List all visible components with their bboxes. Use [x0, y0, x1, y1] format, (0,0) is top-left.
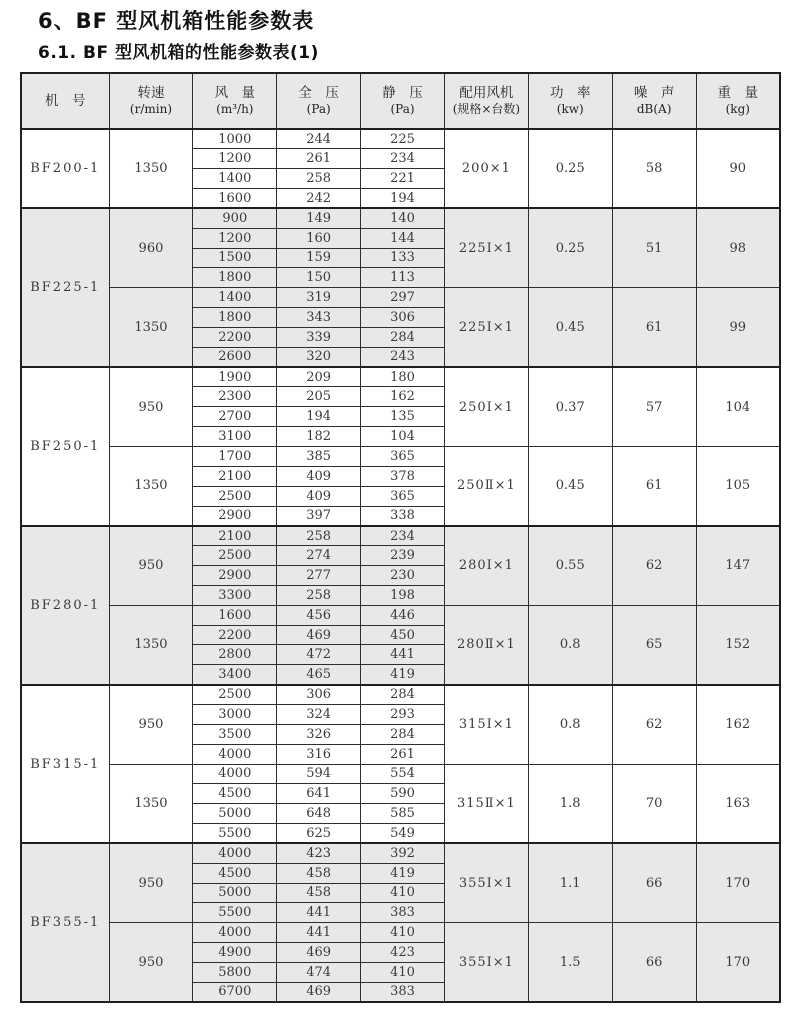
flow-cell: 2600 — [193, 347, 277, 367]
fan-spec-cell: 225Ⅰ×1 — [444, 208, 528, 287]
table-row — [21, 447, 780, 467]
static-pressure-cell: 446 — [361, 605, 445, 625]
total-pressure-cell: 469 — [277, 982, 361, 1002]
total-pressure-cell: 409 — [277, 466, 361, 486]
static-pressure-cell: 441 — [361, 645, 445, 665]
static-pressure-cell: 162 — [361, 387, 445, 407]
speed-cell: 1350 — [109, 129, 193, 208]
power-cell: 0.25 — [528, 129, 612, 208]
header-label: 风 量 — [214, 85, 256, 101]
speed-cell: 1350 — [109, 288, 193, 367]
fan-spec-cell: 250Ⅰ×1 — [444, 367, 528, 446]
table-row — [21, 764, 780, 784]
power-cell: 1.1 — [528, 843, 612, 922]
table-header — [21, 73, 780, 129]
static-pressure-cell: 261 — [361, 744, 445, 764]
total-pressure-cell: 641 — [277, 784, 361, 804]
flow-cell: 4000 — [193, 843, 277, 863]
power-cell: 0.25 — [528, 208, 612, 287]
static-pressure-cell: 133 — [361, 248, 445, 268]
total-pressure-cell: 326 — [277, 724, 361, 744]
flow-cell: 1400 — [193, 288, 277, 308]
static-pressure-cell: 243 — [361, 347, 445, 367]
header-unit: (m³/h) — [216, 102, 254, 116]
speed-cell: 950 — [109, 685, 193, 764]
static-pressure-cell: 194 — [361, 189, 445, 209]
fan-spec-cell: 280Ⅱ×1 — [444, 605, 528, 684]
total-pressure-cell: 474 — [277, 962, 361, 982]
total-pressure-cell: 469 — [277, 625, 361, 645]
table-row — [21, 923, 780, 943]
total-pressure-cell: 160 — [277, 228, 361, 248]
static-pressure-cell: 306 — [361, 308, 445, 328]
flow-cell: 5500 — [193, 903, 277, 923]
total-pressure-cell: 423 — [277, 843, 361, 863]
weight-cell: 104 — [696, 367, 780, 446]
column-header-static-pressure — [361, 73, 445, 129]
flow-cell: 1800 — [193, 308, 277, 328]
total-pressure-cell: 397 — [277, 506, 361, 526]
static-pressure-cell: 554 — [361, 764, 445, 784]
weight-cell: 90 — [696, 129, 780, 208]
noise-cell: 61 — [612, 288, 696, 367]
total-pressure-cell: 472 — [277, 645, 361, 665]
flow-cell: 2500 — [193, 486, 277, 506]
header-unit: (kw) — [556, 102, 584, 116]
page-title: 6、BF 型风机箱性能参数表 — [38, 9, 315, 33]
static-pressure-cell: 239 — [361, 546, 445, 566]
static-pressure-cell: 221 — [361, 169, 445, 189]
total-pressure-cell: 320 — [277, 347, 361, 367]
column-header-model — [21, 73, 109, 129]
section-subtitle: 6.1. BF 型风机箱的性能参数表(1) — [38, 43, 319, 63]
table-row — [21, 526, 780, 546]
flow-cell: 1200 — [193, 228, 277, 248]
static-pressure-cell: 297 — [361, 288, 445, 308]
total-pressure-cell: 319 — [277, 288, 361, 308]
table-row — [21, 367, 780, 387]
header-label: 噪 声 — [633, 85, 675, 101]
weight-cell: 99 — [696, 288, 780, 367]
static-pressure-cell: 419 — [361, 665, 445, 685]
flow-cell: 1500 — [193, 248, 277, 268]
static-pressure-cell: 230 — [361, 566, 445, 586]
weight-cell: 147 — [696, 526, 780, 605]
static-pressure-cell: 378 — [361, 466, 445, 486]
header-label: 配用风机 — [459, 85, 514, 101]
speed-cell: 960 — [109, 208, 193, 287]
total-pressure-cell: 458 — [277, 863, 361, 883]
table-row — [21, 843, 780, 863]
weight-cell: 170 — [696, 843, 780, 922]
header-label: 功 率 — [550, 85, 591, 101]
static-pressure-cell: 410 — [361, 923, 445, 943]
flow-cell: 5500 — [193, 824, 277, 844]
static-pressure-cell: 410 — [361, 962, 445, 982]
total-pressure-cell: 274 — [277, 546, 361, 566]
column-header-weight — [696, 73, 780, 129]
model-cell: BF225-1 — [21, 208, 109, 367]
noise-cell: 66 — [612, 843, 696, 922]
total-pressure-cell: 209 — [277, 367, 361, 387]
total-pressure-cell: 258 — [277, 526, 361, 546]
total-pressure-cell: 277 — [277, 566, 361, 586]
noise-cell: 61 — [612, 447, 696, 526]
static-pressure-cell: 284 — [361, 724, 445, 744]
flow-cell: 3100 — [193, 427, 277, 447]
static-pressure-cell: 140 — [361, 208, 445, 228]
noise-cell: 70 — [612, 764, 696, 843]
weight-cell: 170 — [696, 923, 780, 1002]
flow-cell: 4500 — [193, 784, 277, 804]
static-pressure-cell: 549 — [361, 824, 445, 844]
total-pressure-cell: 385 — [277, 447, 361, 467]
static-pressure-cell: 284 — [361, 327, 445, 347]
header-unit: (Pa) — [390, 102, 415, 116]
flow-cell: 2900 — [193, 566, 277, 586]
flow-cell: 2100 — [193, 526, 277, 546]
total-pressure-cell: 469 — [277, 943, 361, 963]
static-pressure-cell: 590 — [361, 784, 445, 804]
noise-cell: 58 — [612, 129, 696, 208]
power-cell: 0.55 — [528, 526, 612, 605]
column-header-flow — [193, 73, 277, 129]
total-pressure-cell: 150 — [277, 268, 361, 288]
flow-cell: 2500 — [193, 685, 277, 705]
total-pressure-cell: 441 — [277, 923, 361, 943]
power-cell: 1.8 — [528, 764, 612, 843]
column-header-noise — [612, 73, 696, 129]
table-row — [21, 129, 780, 149]
header-label: 重 量 — [717, 85, 759, 101]
noise-cell: 62 — [612, 526, 696, 605]
flow-cell: 2300 — [193, 387, 277, 407]
static-pressure-cell: 198 — [361, 585, 445, 605]
noise-cell: 66 — [612, 923, 696, 1002]
total-pressure-cell: 625 — [277, 824, 361, 844]
header-label: 机 号 — [45, 92, 86, 109]
static-pressure-cell: 225 — [361, 129, 445, 149]
weight-cell: 163 — [696, 764, 780, 843]
column-header-power — [528, 73, 612, 129]
flow-cell: 1800 — [193, 268, 277, 288]
noise-cell: 62 — [612, 685, 696, 764]
power-cell: 0.45 — [528, 288, 612, 367]
total-pressure-cell: 324 — [277, 704, 361, 724]
flow-cell: 4500 — [193, 863, 277, 883]
speed-cell: 1350 — [109, 605, 193, 684]
fan-spec-cell: 355Ⅰ×1 — [444, 843, 528, 922]
power-cell: 0.8 — [528, 605, 612, 684]
total-pressure-cell: 648 — [277, 804, 361, 824]
flow-cell: 1000 — [193, 129, 277, 149]
static-pressure-cell: 383 — [361, 903, 445, 923]
flow-cell: 4000 — [193, 744, 277, 764]
static-pressure-cell: 383 — [361, 982, 445, 1002]
static-pressure-cell: 234 — [361, 526, 445, 546]
fan-spec-cell: 225Ⅰ×1 — [444, 288, 528, 367]
noise-cell: 57 — [612, 367, 696, 446]
model-cell: BF355-1 — [21, 843, 109, 1002]
power-cell: 0.37 — [528, 367, 612, 446]
flow-cell: 4900 — [193, 943, 277, 963]
static-pressure-cell: 338 — [361, 506, 445, 526]
static-pressure-cell: 419 — [361, 863, 445, 883]
column-header-total-pressure — [277, 73, 361, 129]
power-cell: 1.5 — [528, 923, 612, 1002]
header-label: 静 压 — [382, 85, 423, 101]
header-label: 全 压 — [298, 85, 339, 101]
flow-cell: 1600 — [193, 189, 277, 209]
flow-cell: 5000 — [193, 883, 277, 903]
flow-cell: 1400 — [193, 169, 277, 189]
weight-cell: 152 — [696, 605, 780, 684]
fan-spec-cell: 315Ⅰ×1 — [444, 685, 528, 764]
static-pressure-cell: 180 — [361, 367, 445, 387]
speed-cell: 1350 — [109, 447, 193, 526]
flow-cell: 3000 — [193, 704, 277, 724]
flow-cell: 4000 — [193, 764, 277, 784]
total-pressure-cell: 465 — [277, 665, 361, 685]
flow-cell: 3400 — [193, 665, 277, 685]
flow-cell: 5800 — [193, 962, 277, 982]
flow-cell: 900 — [193, 208, 277, 228]
flow-cell: 1900 — [193, 367, 277, 387]
total-pressure-cell: 258 — [277, 169, 361, 189]
fan-spec-cell: 355Ⅰ×1 — [444, 923, 528, 1002]
noise-cell: 65 — [612, 605, 696, 684]
header-row — [21, 73, 780, 129]
total-pressure-cell: 456 — [277, 605, 361, 625]
static-pressure-cell: 284 — [361, 685, 445, 705]
flow-cell: 2100 — [193, 466, 277, 486]
flow-cell: 1700 — [193, 447, 277, 467]
static-pressure-cell: 392 — [361, 843, 445, 863]
speed-cell: 950 — [109, 843, 193, 922]
flow-cell: 2500 — [193, 546, 277, 566]
header-unit: (r/min) — [129, 102, 172, 116]
static-pressure-cell: 135 — [361, 407, 445, 427]
total-pressure-cell: 149 — [277, 208, 361, 228]
speed-cell: 1350 — [109, 764, 193, 843]
weight-cell: 162 — [696, 685, 780, 764]
total-pressure-cell: 242 — [277, 189, 361, 209]
total-pressure-cell: 409 — [277, 486, 361, 506]
model-cell: BF280-1 — [21, 526, 109, 685]
model-cell: BF315-1 — [21, 685, 109, 844]
total-pressure-cell: 261 — [277, 149, 361, 169]
total-pressure-cell: 458 — [277, 883, 361, 903]
total-pressure-cell: 316 — [277, 744, 361, 764]
flow-cell: 3300 — [193, 585, 277, 605]
noise-cell: 51 — [612, 208, 696, 287]
flow-cell: 2700 — [193, 407, 277, 427]
table-row — [21, 605, 780, 625]
total-pressure-cell: 182 — [277, 427, 361, 447]
total-pressure-cell: 306 — [277, 685, 361, 705]
static-pressure-cell: 423 — [361, 943, 445, 963]
static-pressure-cell: 585 — [361, 804, 445, 824]
flow-cell: 1200 — [193, 149, 277, 169]
table-row — [21, 685, 780, 705]
flow-cell: 1600 — [193, 605, 277, 625]
flow-cell: 2200 — [193, 625, 277, 645]
column-header-fan — [444, 73, 528, 129]
static-pressure-cell: 365 — [361, 447, 445, 467]
model-cell: BF200-1 — [21, 129, 109, 208]
header-unit: (kg) — [725, 102, 750, 116]
fan-spec-cell: 280Ⅰ×1 — [444, 526, 528, 605]
power-cell: 0.8 — [528, 685, 612, 764]
header-unit: (规格×台数) — [452, 102, 521, 116]
static-pressure-cell: 293 — [361, 704, 445, 724]
flow-cell: 2200 — [193, 327, 277, 347]
fan-spec-cell: 200×1 — [444, 129, 528, 208]
header-unit: dB(A) — [636, 102, 672, 116]
table-row — [21, 208, 780, 228]
header-unit: (Pa) — [306, 102, 331, 116]
flow-cell: 6700 — [193, 982, 277, 1002]
total-pressure-cell: 343 — [277, 308, 361, 328]
header-label: 转速 — [137, 85, 165, 101]
weight-cell: 98 — [696, 208, 780, 287]
fan-spec-cell: 250Ⅱ×1 — [444, 447, 528, 526]
total-pressure-cell: 244 — [277, 129, 361, 149]
static-pressure-cell: 365 — [361, 486, 445, 506]
static-pressure-cell: 234 — [361, 149, 445, 169]
flow-cell: 3500 — [193, 724, 277, 744]
table-row — [21, 288, 780, 308]
static-pressure-cell: 104 — [361, 427, 445, 447]
total-pressure-cell: 258 — [277, 585, 361, 605]
total-pressure-cell: 441 — [277, 903, 361, 923]
total-pressure-cell: 159 — [277, 248, 361, 268]
flow-cell: 2900 — [193, 506, 277, 526]
weight-cell: 105 — [696, 447, 780, 526]
static-pressure-cell: 113 — [361, 268, 445, 288]
total-pressure-cell: 194 — [277, 407, 361, 427]
flow-cell: 2800 — [193, 645, 277, 665]
static-pressure-cell: 144 — [361, 228, 445, 248]
total-pressure-cell: 594 — [277, 764, 361, 784]
model-cell: BF250-1 — [21, 367, 109, 526]
speed-cell: 950 — [109, 526, 193, 605]
total-pressure-cell: 205 — [277, 387, 361, 407]
fan-performance-table — [20, 72, 781, 1003]
speed-cell: 950 — [109, 923, 193, 1002]
flow-cell: 4000 — [193, 923, 277, 943]
column-header-speed — [109, 73, 193, 129]
static-pressure-cell: 410 — [361, 883, 445, 903]
static-pressure-cell: 450 — [361, 625, 445, 645]
power-cell: 0.45 — [528, 447, 612, 526]
table-body — [21, 129, 780, 1002]
fan-spec-cell: 315Ⅱ×1 — [444, 764, 528, 843]
flow-cell: 5000 — [193, 804, 277, 824]
speed-cell: 950 — [109, 367, 193, 446]
total-pressure-cell: 339 — [277, 327, 361, 347]
